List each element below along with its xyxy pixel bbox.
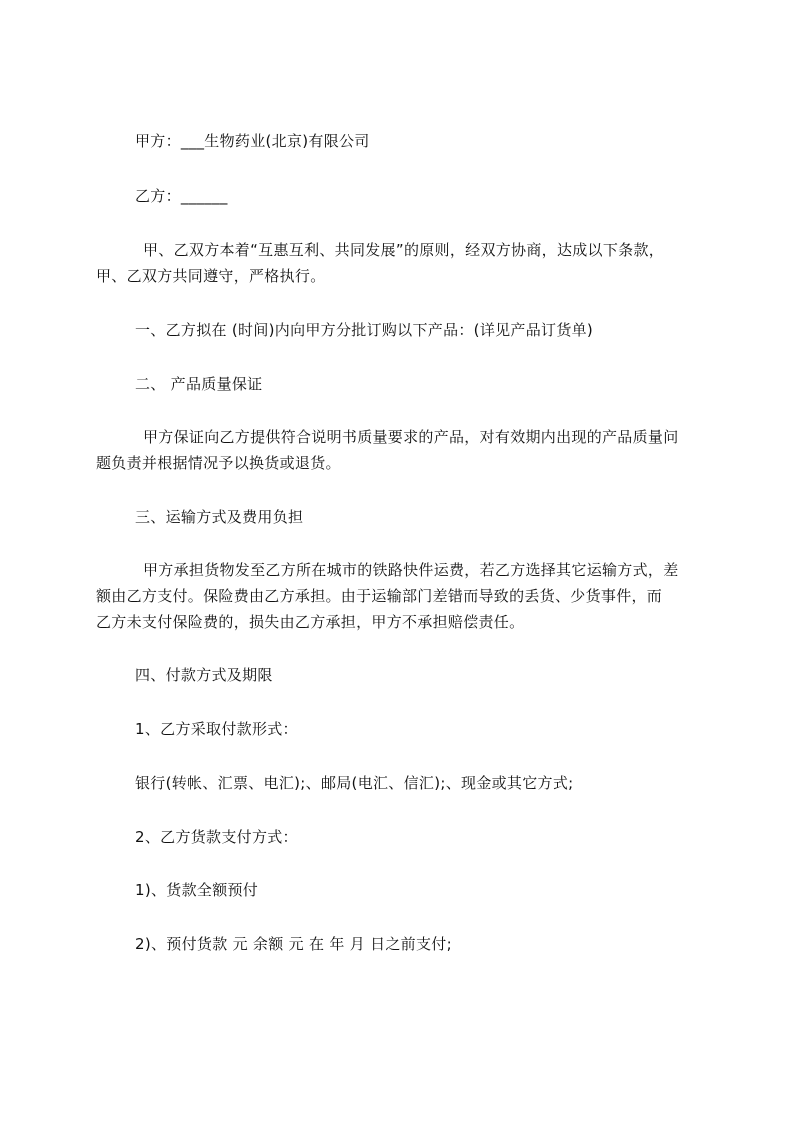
clause-4-item-2: 2、乙方货款支付方式：	[135, 828, 298, 846]
clause-4-item-2-1: 1)、货款全额预付	[135, 881, 259, 899]
party-b-line: 乙方：______	[135, 187, 228, 205]
clause-1: 一、乙方拟在 (时间)内向甲方分批订购以下产品：(详见产品订货单)	[135, 321, 594, 339]
clause-3-body-line-2: 额由乙方支付。保险费由乙方承担。由于运输部门差错而导致的丢货、少货事件，而	[96, 587, 663, 605]
intro-line-1: 甲、乙双方本着“互惠互利、共同发展”的原则，经双方协商，达成以下条款，	[143, 241, 665, 259]
clause-3-body-line-1: 甲方承担货物发至乙方所在城市的铁路快件运费，若乙方选择其它运输方式，差	[143, 561, 679, 579]
clause-3-body-line-3: 乙方未支付保险费的，损失由乙方承担，甲方不承担赔偿责任。	[96, 613, 525, 631]
clause-2-body-line-2: 题负责并根据情况予以换货或退货。	[96, 454, 341, 472]
clause-4-item-2-2: 2)、预付货款 元 余额 元 在 年 月 日之前支付;	[135, 935, 452, 953]
clause-3-heading: 三、运输方式及费用负担	[135, 508, 304, 526]
clause-2-heading: 二、 产品质量保证	[135, 375, 263, 393]
party-a-line: 甲方：___生物药业(北京)有限公司	[135, 132, 370, 150]
clause-4-item-1: 1、乙方采取付款形式：	[135, 720, 298, 738]
clause-4-heading: 四、付款方式及期限	[135, 666, 273, 684]
intro-line-2: 甲、乙双方共同遵守，严格执行。	[96, 267, 326, 285]
clause-2-body-line-1: 甲方保证向乙方提供符合说明书质量要求的产品，对有效期内出现的产品质量问	[143, 428, 679, 446]
clause-4-item-1-options: 银行(转帐、汇票、电汇);、邮局(电汇、信汇);、现金或其它方式;	[135, 774, 574, 792]
